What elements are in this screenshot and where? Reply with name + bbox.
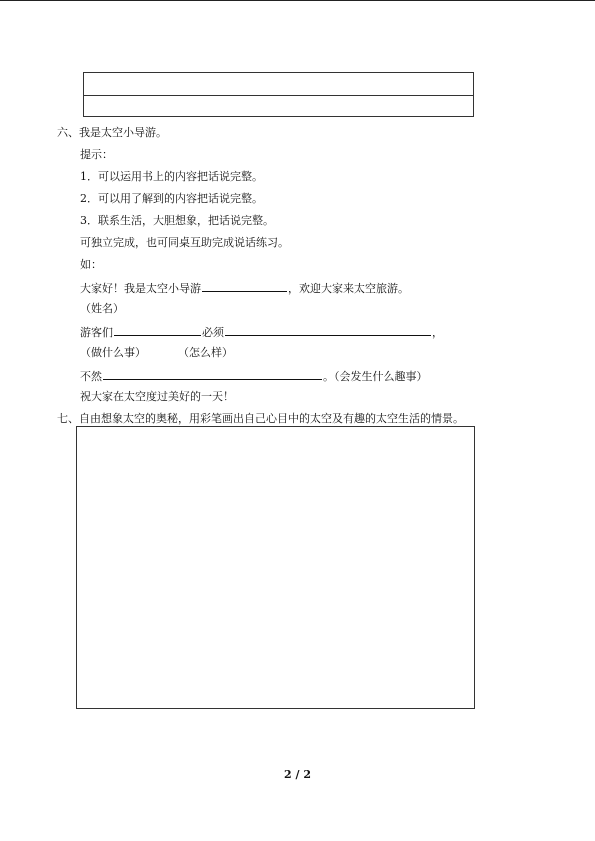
sentence-text: 。（会发生什么趣事）: [323, 370, 428, 383]
action-blank[interactable]: [114, 324, 201, 336]
hint-item: 2．可以用了解到的内容把话说完整。: [80, 192, 263, 205]
section7-heading: 七、自由想象太空的奥秘，用彩笔画出自己心目中的太空及有趣的太空生活的情景。: [57, 412, 464, 425]
example-label: 如：: [80, 258, 102, 271]
section6-heading: 六、我是太空小导游。: [57, 126, 167, 139]
name-blank[interactable]: [202, 280, 287, 292]
note-do: （做什么事）: [80, 346, 146, 359]
event-blank[interactable]: [103, 368, 322, 380]
sentence-text: ，欢迎大家来太空旅游。: [288, 282, 409, 295]
hint-label: 提示：: [80, 148, 113, 161]
sentence-text: 必须: [202, 326, 224, 339]
answer-table: [83, 72, 474, 117]
manner-blank[interactable]: [225, 324, 431, 336]
sentence-text: 大家好！我是太空小导游: [80, 282, 201, 295]
note-name: （姓名）: [80, 302, 124, 315]
page-top-border: [0, 0, 595, 1]
sentence-text: ，: [432, 326, 443, 339]
sentence-line-2: [80, 324, 443, 340]
sentence-line-3: [80, 368, 428, 384]
page-number: 2 / 2: [284, 768, 311, 781]
table-row[interactable]: [84, 73, 473, 95]
note-how: （怎么样）: [178, 346, 233, 359]
hint-item: 3．联系生活，大胆想象，把话说完整。: [80, 214, 274, 227]
sentence-text: 游客们: [80, 326, 113, 339]
sentence-text: 不然: [80, 370, 102, 383]
drawing-area[interactable]: [76, 426, 475, 709]
closing-text: 祝大家在太空度过美好的一天！: [80, 390, 234, 403]
sentence-line-1: [80, 280, 409, 296]
hint-item: 1．可以运用书上的内容把话说完整。: [80, 170, 263, 183]
table-row[interactable]: [84, 95, 473, 117]
instruction-text: 可独立完成，也可同桌互助完成说话练习。: [80, 236, 289, 249]
